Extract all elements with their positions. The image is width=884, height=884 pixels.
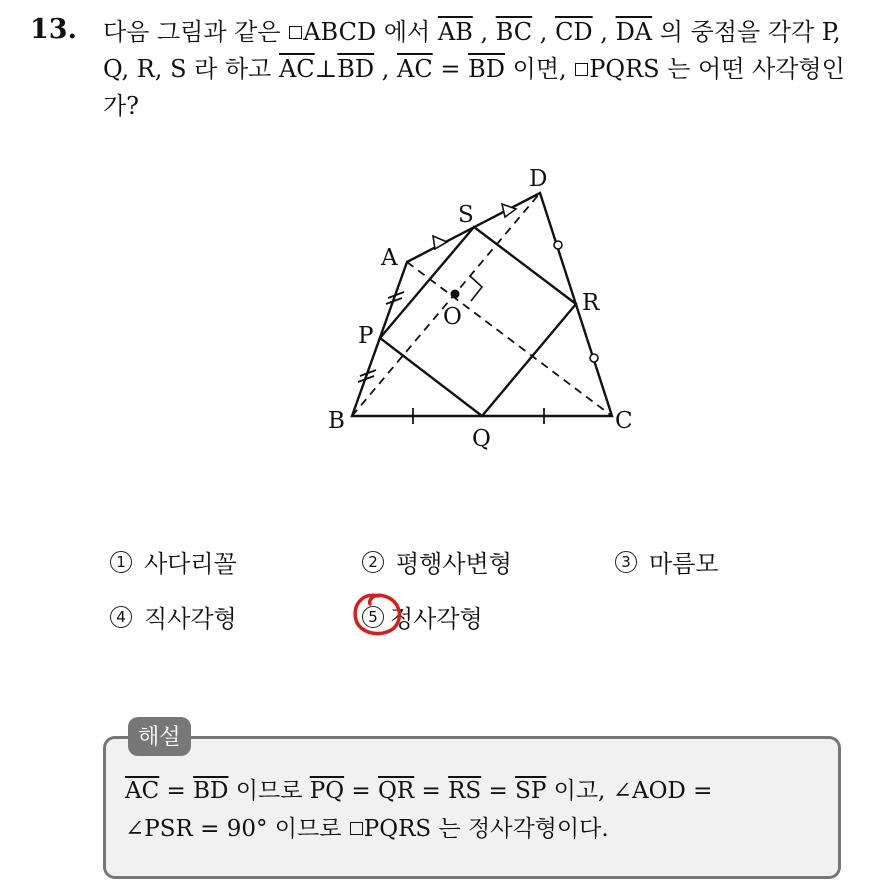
- quadrilateral-pqrs: [380, 227, 576, 416]
- choice-number: 4: [110, 606, 132, 628]
- segment-cd: $\overline{CD}$: [555, 18, 593, 46]
- choice-4[interactable]: [110, 599, 237, 634]
- choice-number: 2: [362, 551, 384, 573]
- segment-bc: $\overline{BC}$: [495, 18, 533, 46]
- choice-label: 평행사변형: [396, 550, 512, 578]
- choice-label: 마름모: [649, 550, 719, 578]
- label-a: A: [381, 245, 398, 271]
- question-text: 다음 그림과 같은 ABCD 에서 $\overline{AB}$ , $\overline{BC}$ , $\overline{CD}$ , $\overline{DA}$ 의 중점을 각각 P, Q, R, S 라 하고 $\overline{AC}\perp\overline{BD}$ , $\overline{AC} = \overline{BD}$ 이면, PQRS 는 어떤 사각형인가?: [103, 18, 845, 120]
- label-d: D: [529, 166, 548, 192]
- choice-2[interactable]: [362, 544, 512, 579]
- segment-ab: $\overline{AB}$: [437, 18, 473, 46]
- label-o: O: [443, 304, 462, 330]
- choice-number: 5: [362, 606, 384, 628]
- choice-number: 1: [110, 551, 132, 573]
- choice-label: 직사각형: [144, 605, 237, 633]
- segment-bd: $\overline{BD}$: [337, 55, 375, 83]
- quadrilateral-abcd: [352, 193, 612, 416]
- choice-5[interactable]: [362, 599, 483, 634]
- choice-3[interactable]: [615, 544, 719, 579]
- right-angle-mark: [470, 276, 482, 301]
- choice-label: 정사각형: [390, 605, 483, 633]
- choice-label: 사다리꼴: [144, 550, 237, 578]
- label-r: R: [582, 290, 600, 316]
- label-q: Q: [472, 426, 491, 452]
- choice-number: 3: [615, 551, 637, 573]
- label-b: B: [328, 408, 345, 434]
- label-p: P: [358, 323, 374, 349]
- segment-da: $\overline{DA}$: [615, 18, 653, 46]
- explanation-tag: 해설: [128, 717, 191, 756]
- label-c: C: [615, 408, 633, 434]
- diagonal-ac: [407, 262, 612, 416]
- point-o: [451, 290, 460, 299]
- label-s: S: [458, 202, 474, 228]
- question-number: 13.: [30, 14, 77, 45]
- explanation-text: $\overline{AC} = \overline{BD}$ 이므로 $\overline{PQ} = \overline{QR} = \overline{RS} = \overline{SP}$ 이고, ∠AOD = ∠PSR = 90° 이므로 PQRS 는 정사각형이다.: [125, 778, 713, 842]
- segment-ac: $\overline{AC}$: [278, 55, 315, 83]
- choice-1[interactable]: [110, 544, 237, 579]
